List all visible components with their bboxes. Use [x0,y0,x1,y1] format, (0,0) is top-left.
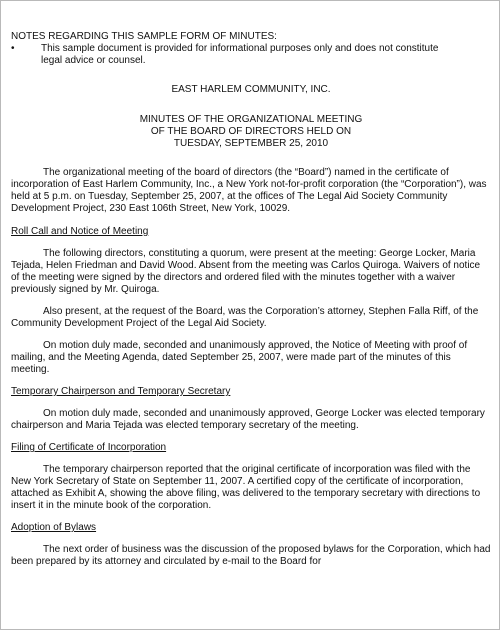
document-body [11,31,500,568]
company-name: EAST HARLEM COMMUNITY, INC. [171,84,331,95]
notes-heading: NOTES REGARDING THIS SAMPLE FORM OF MINUTES: [11,31,277,42]
section-heading-filing: Filing of Certificate of Incorporation [11,442,167,453]
section-heading-temporary: Temporary Chairperson and Temporary Secretary [11,386,231,397]
roll-call-paragraph: The following directors, constituting a quorum, were present at the meeting: George Locker, Maria Tejada, Helen Friedman and David Wood. Absent from the meeting was Carlos Quiroga. Waivers of notice of the meeting were signed by the directors and ordered filed with the minutes together with a waiver previously signed by Mr. Quiroga. [11,248,481,295]
section-heading-roll-call: Roll Call and Notice of Meeting [11,226,149,237]
minutes-title-line: OF THE BOARD OF DIRECTORS HELD ON [150,126,352,137]
notes-list-item [11,43,500,67]
notice-paragraph: On motion duly made, seconded and unanimously approved, the Notice of Meeting with proof of mailing, and the Meeting Agenda, dated September 25, 2007, were made part of the minutes of this meeting. [11,340,468,375]
bullet-icon: • [11,43,15,54]
intro-paragraph: The organizational meeting of the board of directors (the “Board”) named in the certificate of incorporation of East Harlem Community, Inc., a New York not-for-profit corporation (the “Corporation”), was held at 5 p.m. on Tuesday, September 25, 2007, at the offices of The Legal Aid Society Community Development Project, 230 East 106th Street, New York, 10029. [11,167,487,214]
minutes-title-line: MINUTES OF THE ORGANIZATIONAL MEETING [139,114,363,125]
minutes-title-line: TUESDAY, SEPTEMBER 25, 2010 [173,138,329,149]
notes-item-text: This sample document is provided for informational purposes only and does not constitute legal advice or counsel. [41,43,439,66]
bylaws-paragraph: The next order of business was the discussion of the proposed bylaws for the Corporation, which had been prepared by its attorney and circulated by e-mail to the Board for [11,544,491,567]
temporary-paragraph: On motion duly made, seconded and unanimously approved, George Locker was elected temporary chairperson and Maria Tejada was elected temporary secretary of the meeting. [11,408,485,431]
filing-paragraph: The temporary chairperson reported that the original certificate of incorporation was filed with the New York Secretary of State on September 11, 2007. A certified copy of the certificate of incorporation, attached as Exhibit A, showing the above filing, was delivered to the temporary secretary with directions to insert it in the minute book of the corporation. [11,464,481,511]
minutes-title [11,114,491,150]
attorney-paragraph: Also present, at the request of the Board, was the Corporation’s attorney, Stephen Falla Riff, of the Community Development Project of the Legal Aid Society. [11,306,479,329]
section-heading-bylaws: Adoption of Bylaws [11,522,97,533]
